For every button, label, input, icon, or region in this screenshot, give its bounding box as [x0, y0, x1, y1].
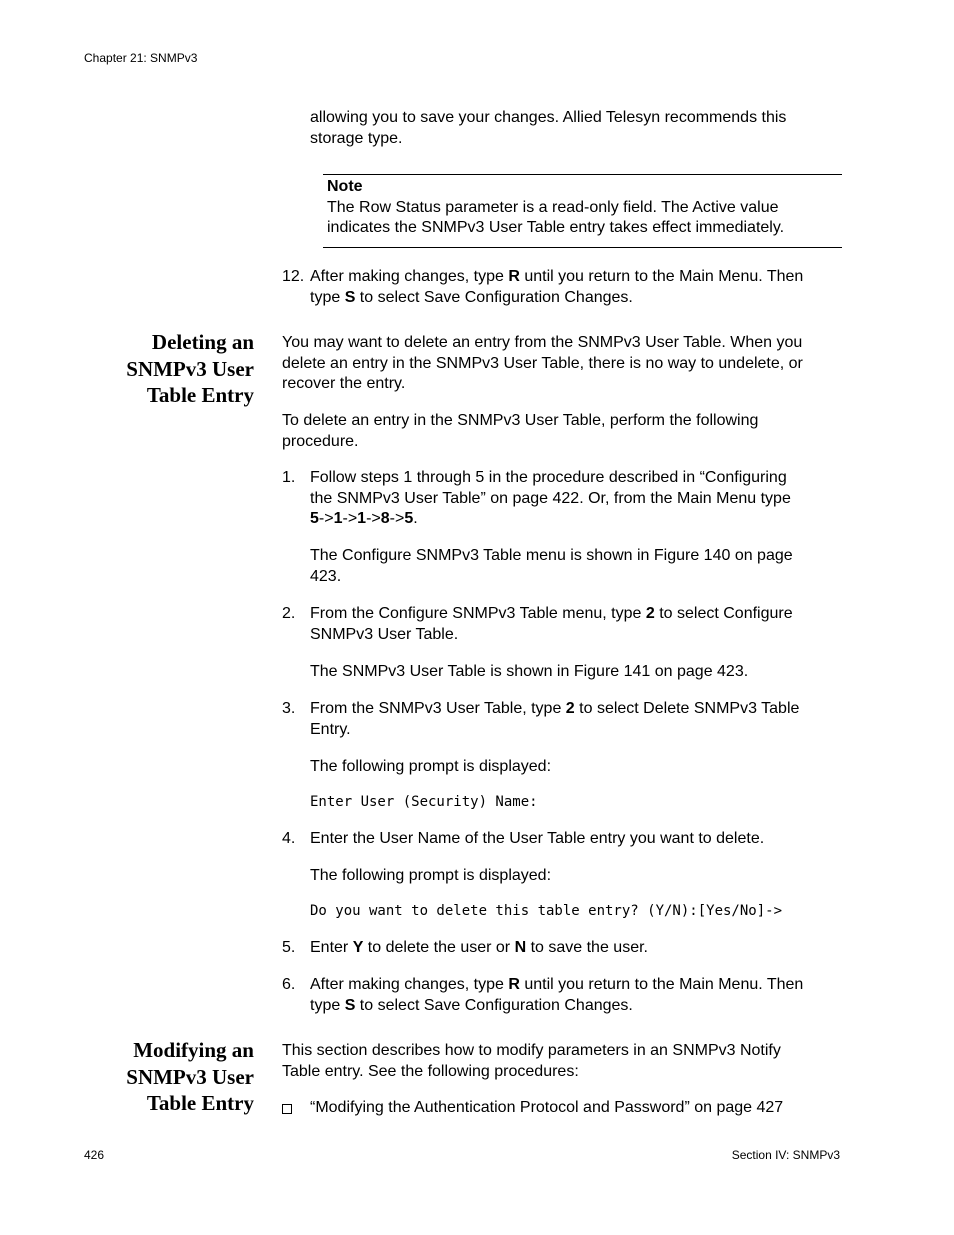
step-number: 6. — [282, 976, 296, 993]
console-prompt: Do you want to delete this table entry? (Y/N):[Yes/No]-> — [310, 903, 783, 919]
step-number: 4. — [282, 830, 296, 847]
note-title: Note — [327, 178, 363, 195]
delete-procedure-paragraph: To delete an entry in the SNMPv3 User Table, perform the following procedure. — [282, 412, 759, 450]
step-number: 1. — [282, 469, 296, 486]
step-6-text: After making changes, type R until you return to the Main Menu. Then type S to select Save Configuration Changes. — [310, 976, 804, 1014]
step-12-text: After making changes, type R until you return to the Main Menu. Then type S to select Save Configuration Changes. — [310, 268, 804, 306]
section-heading-modify: Modifying an SNMPv3 User Table Entry — [126, 1038, 254, 1115]
step-3-text: From the SNMPv3 User Table, type 2 to select Delete SNMPv3 Table Entry. — [310, 700, 800, 738]
step-5-text: Enter Y to delete the user or N to save the user. — [310, 939, 648, 956]
step-4-text: Enter the User Name of the User Table entry you want to delete. — [310, 830, 765, 847]
note-bottom-rule — [323, 247, 842, 248]
section-heading-delete: Deleting an SNMPv3 User Table Entry — [126, 330, 254, 407]
running-header: Chapter 21: SNMPv3 — [84, 51, 198, 65]
menu-path: 5->1->1->8->5. — [310, 510, 418, 527]
step-number: 12. — [282, 268, 305, 285]
note-top-rule — [323, 174, 842, 175]
running-footer: Section IV: SNMPv3 — [731, 1148, 840, 1162]
page-number: 426 — [84, 1148, 105, 1162]
step-2-subtext: The SNMPv3 User Table is shown in Figure 141 on page 423. — [310, 663, 749, 680]
step-number: 3. — [282, 700, 296, 717]
note: Note The Row Status parameter is a read-only field. The Active value indicates the SNMPv3 User Table entry takes effect immediately. — [327, 178, 785, 236]
step-2-text: From the Configure SNMPv3 Table menu, type 2 to select Configure SNMPv3 User Table. — [310, 605, 793, 643]
step-4-subtext: The following prompt is displayed: — [310, 867, 552, 884]
step-number: 2. — [282, 605, 296, 622]
console-prompt: Enter User (Security) Name: — [310, 794, 538, 810]
checkbox-bullet-icon — [282, 1104, 292, 1114]
step-1-text: Follow steps 1 through 5 in the procedure described in “Configuring the SNMPv3 User Table” on page 422. Or, from the Main Menu type 5->1->1->8->5. — [310, 468, 791, 530]
step-3-subtext: The following prompt is displayed: — [310, 758, 552, 775]
modify-intro-paragraph: This section describes how to modify parameters in an SNMPv3 Notify Table entry. See the following procedures: — [282, 1042, 781, 1080]
continued-paragraph: allowing you to save your changes. Allied Telesyn recommends this storage type. — [310, 109, 787, 147]
step-number: 5. — [282, 939, 296, 956]
step-1-subtext: The Configure SNMPv3 Table menu is shown in Figure 140 on page 423. — [310, 547, 793, 585]
procedure-link[interactable]: “Modifying the Authentication Protocol and Password” on page 427 — [310, 1099, 784, 1116]
delete-intro-paragraph: You may want to delete an entry from the SNMPv3 User Table. When you delete an entry in the SNMPv3 User Table, there is no way to undelete, or recover the entry. — [282, 334, 803, 392]
